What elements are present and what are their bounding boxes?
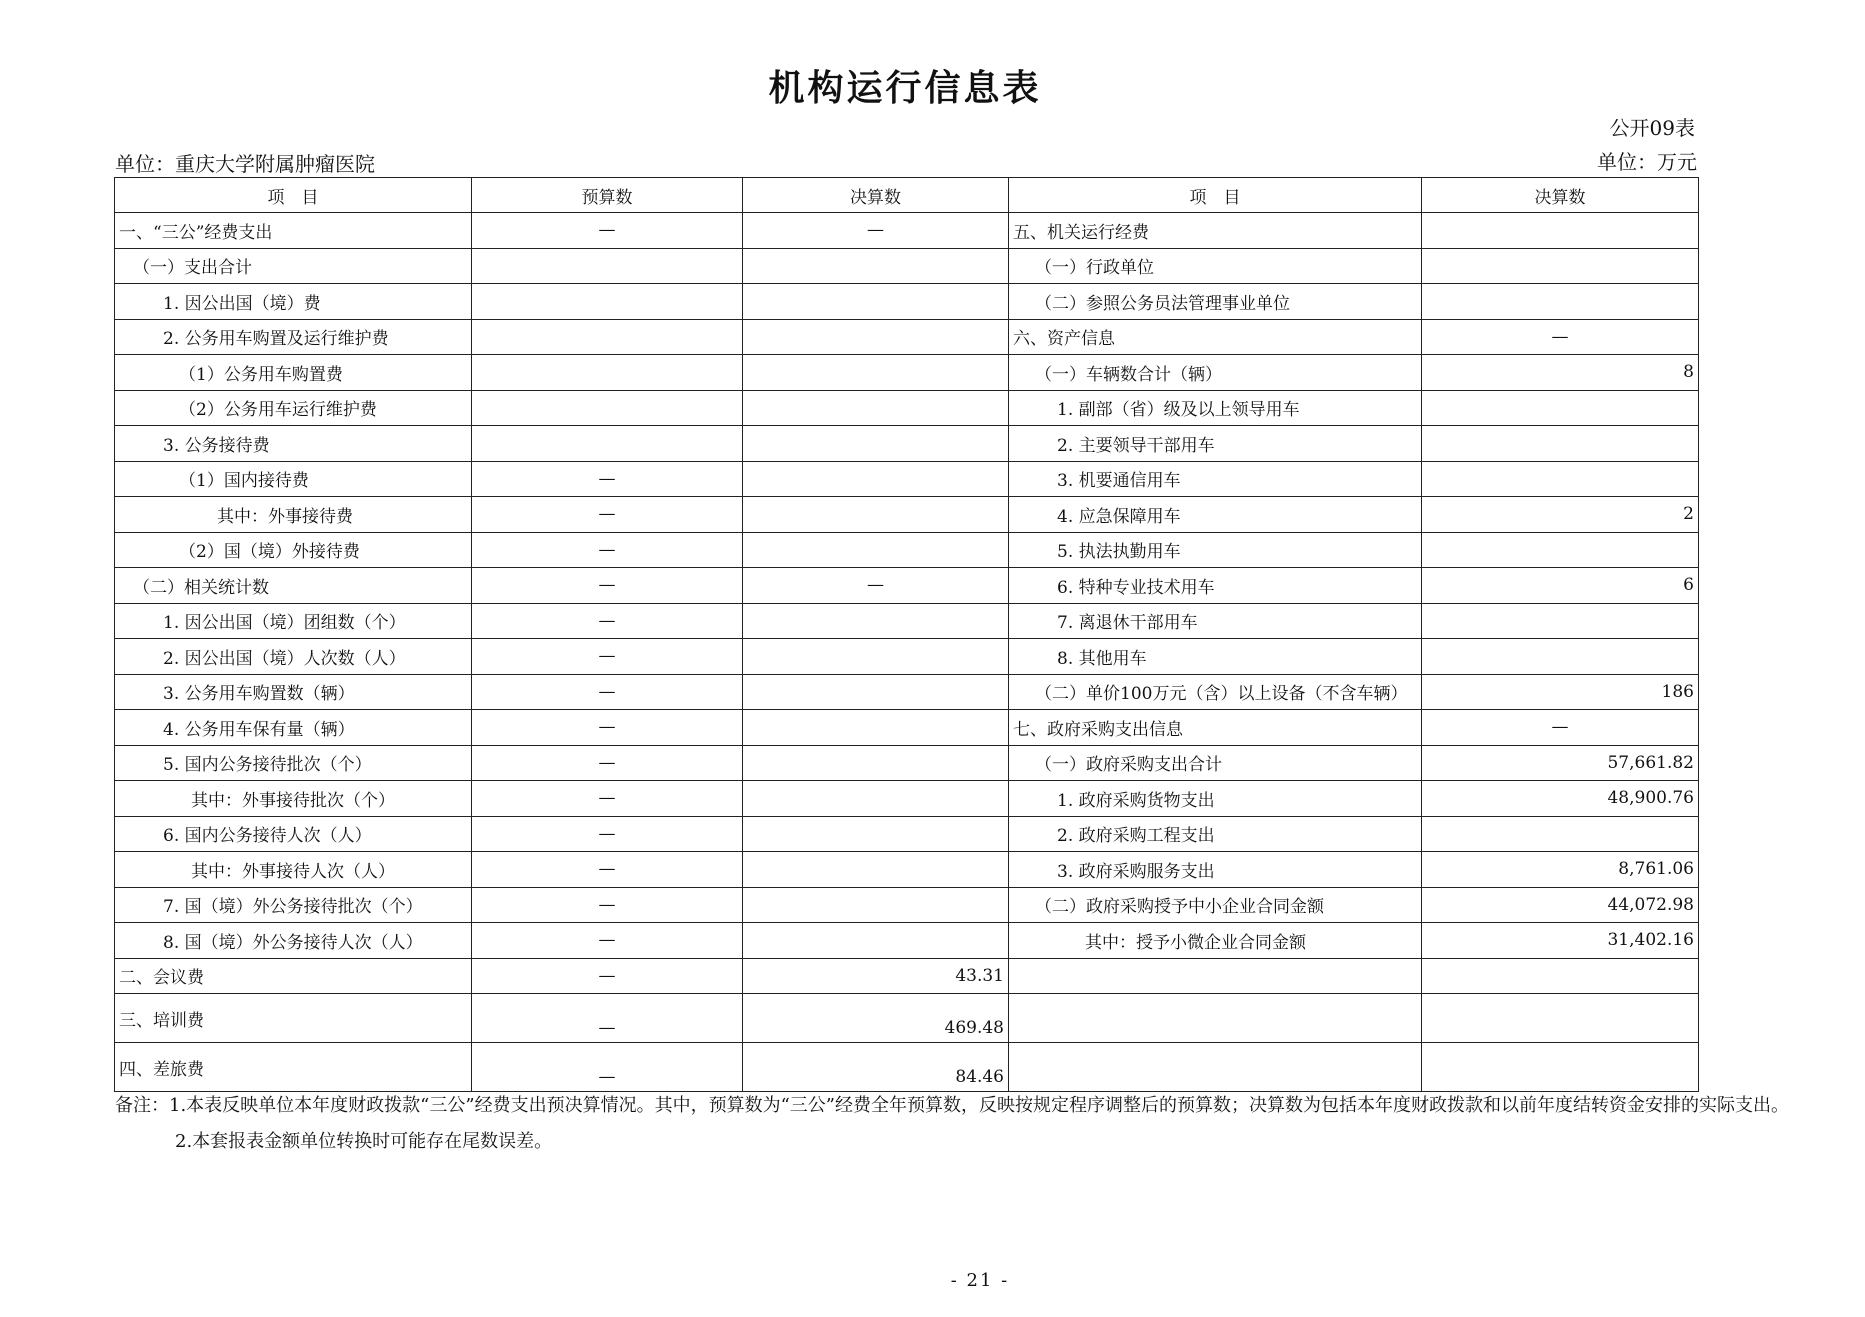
table-row (115, 426, 1699, 462)
right-item-label: 1. 副部（省）级及以上领导用车 (1009, 390, 1422, 426)
right-actual-value (1422, 532, 1699, 568)
table-row (115, 284, 1699, 320)
right-item-label: （一）车辆数合计（辆） (1009, 355, 1422, 391)
table-row (115, 781, 1699, 817)
left-actual-value: 469.48 (743, 994, 1009, 1043)
table-row (115, 639, 1699, 675)
left-actual-value (743, 390, 1009, 426)
left-actual-value (743, 745, 1009, 781)
right-actual-value (1422, 603, 1699, 639)
right-actual-value (1422, 994, 1699, 1043)
left-actual-value: 43.31 (743, 958, 1009, 994)
left-budget-value (472, 426, 743, 462)
right-actual-value (1422, 639, 1699, 675)
form-number: 公开09表 (1609, 116, 1695, 140)
left-actual-value (743, 923, 1009, 959)
left-budget-value: — (472, 923, 743, 959)
left-item-label: 6. 国内公务接待人次（人） (115, 816, 472, 852)
page-number: - 21 - (950, 1270, 1010, 1291)
right-actual-value: 6 (1422, 568, 1699, 604)
left-item-label: 1. 因公出国（境）团组数（个） (115, 603, 472, 639)
table-row (115, 994, 1699, 1043)
left-item-label: 2. 公务用车购置及运行维护费 (115, 319, 472, 355)
info-table (114, 177, 1699, 1092)
right-item-label: 2. 政府采购工程支出 (1009, 816, 1422, 852)
notes (115, 1088, 1835, 1160)
right-actual-value: — (1422, 319, 1699, 355)
table-body (115, 213, 1699, 1092)
left-actual-value (743, 319, 1009, 355)
table-row (115, 568, 1699, 604)
left-actual-value: — (743, 213, 1009, 249)
left-item-label: 三、培训费 (115, 994, 472, 1043)
right-item-label: 2. 主要领导干部用车 (1009, 426, 1422, 462)
right-actual-value (1422, 248, 1699, 284)
left-budget-value: — (472, 568, 743, 604)
left-actual-value (743, 497, 1009, 533)
right-item-label: 3. 政府采购服务支出 (1009, 852, 1422, 888)
left-actual-value: — (743, 568, 1009, 604)
header-item-left: 项 目 (115, 178, 472, 213)
left-item-label: 7. 国（境）外公务接待批次（个） (115, 887, 472, 923)
right-actual-value: 8,761.06 (1422, 852, 1699, 888)
right-actual-value (1422, 284, 1699, 320)
left-item-label: 3. 公务用车购置数（辆） (115, 674, 472, 710)
right-item-label: 其中：授予小微企业合同金额 (1009, 923, 1422, 959)
table-row (115, 213, 1699, 249)
right-actual-value (1422, 213, 1699, 249)
right-item-label (1009, 958, 1422, 994)
left-actual-value (743, 816, 1009, 852)
right-item-label: （一）政府采购支出合计 (1009, 745, 1422, 781)
left-item-label: 其中：外事接待批次（个） (115, 781, 472, 817)
header-budget: 预算数 (472, 178, 743, 213)
left-actual-value (743, 887, 1009, 923)
left-item-label: 其中：外事接待费 (115, 497, 472, 533)
left-budget-value: — (472, 710, 743, 746)
left-actual-value (743, 639, 1009, 675)
left-actual-value (743, 284, 1009, 320)
right-actual-value (1422, 1043, 1699, 1092)
left-item-label: 4. 公务用车保有量（辆） (115, 710, 472, 746)
right-actual-value (1422, 426, 1699, 462)
left-item-label: 1. 因公出国（境）费 (115, 284, 472, 320)
table-row (115, 887, 1699, 923)
unit-label: 单位：重庆大学附属肿瘤医院 (115, 152, 375, 176)
left-item-label: （2）国（境）外接待费 (115, 532, 472, 568)
left-item-label: 3. 公务接待费 (115, 426, 472, 462)
left-budget-value: — (472, 461, 743, 497)
left-budget-value: — (472, 497, 743, 533)
left-budget-value: — (472, 603, 743, 639)
right-item-label: 5. 执法执勤用车 (1009, 532, 1422, 568)
left-actual-value (743, 355, 1009, 391)
table-row (115, 603, 1699, 639)
left-actual-value (743, 710, 1009, 746)
left-item-label: 8. 国（境）外公务接待人次（人） (115, 923, 472, 959)
table-row (115, 1043, 1699, 1092)
header-actual-right: 决算数 (1422, 178, 1699, 213)
table-row (115, 532, 1699, 568)
left-actual-value (743, 852, 1009, 888)
right-actual-value: 2 (1422, 497, 1699, 533)
left-budget-value: — (472, 852, 743, 888)
left-budget-value: — (472, 213, 743, 249)
right-actual-value (1422, 958, 1699, 994)
header-item-right: 项 目 (1009, 178, 1422, 213)
right-item-label: （二）政府采购授予中小企业合同金额 (1009, 887, 1422, 923)
left-item-label: 二、会议费 (115, 958, 472, 994)
note-2: 2.本套报表金额单位转换时可能存在尾数误差。 (175, 1131, 553, 1152)
right-actual-value: 8 (1422, 355, 1699, 391)
left-budget-value (472, 319, 743, 355)
left-budget-value: — (472, 958, 743, 994)
right-item-label: 六、资产信息 (1009, 319, 1422, 355)
table-row (115, 958, 1699, 994)
table-row (115, 923, 1699, 959)
right-item-label: 6. 特种专业技术用车 (1009, 568, 1422, 604)
left-actual-value (743, 426, 1009, 462)
table-header-row (115, 178, 1699, 213)
left-actual-value (743, 781, 1009, 817)
left-item-label: （1）国内接待费 (115, 461, 472, 497)
right-item-label: 五、机关运行经费 (1009, 213, 1422, 249)
left-budget-value: — (472, 1043, 743, 1092)
table-row (115, 852, 1699, 888)
left-budget-value: — (472, 639, 743, 675)
table-row (115, 248, 1699, 284)
table-row (115, 497, 1699, 533)
left-actual-value (743, 248, 1009, 284)
currency-unit-label: 单位：万元 (1597, 150, 1697, 174)
right-actual-value (1422, 390, 1699, 426)
left-item-label: 2. 因公出国（境）人次数（人） (115, 639, 472, 675)
left-budget-value (472, 355, 743, 391)
table-row (115, 745, 1699, 781)
right-item-label: 4. 应急保障用车 (1009, 497, 1422, 533)
right-item-label: （二）单价100万元（含）以上设备（不含车辆） (1009, 674, 1422, 710)
table-row (115, 674, 1699, 710)
table-row (115, 816, 1699, 852)
right-item-label: （二）参照公务员法管理事业单位 (1009, 284, 1422, 320)
table-row (115, 319, 1699, 355)
left-budget-value: — (472, 781, 743, 817)
left-actual-value: 84.46 (743, 1043, 1009, 1092)
right-item-label: 7. 离退休干部用车 (1009, 603, 1422, 639)
left-actual-value (743, 674, 1009, 710)
left-budget-value: — (472, 994, 743, 1043)
right-actual-value (1422, 461, 1699, 497)
left-budget-value: — (472, 532, 743, 568)
left-item-label: （1）公务用车购置费 (115, 355, 472, 391)
right-item-label (1009, 1043, 1422, 1092)
left-item-label: 四、差旅费 (115, 1043, 472, 1092)
left-item-label: （二）相关统计数 (115, 568, 472, 604)
right-item-label: 七、政府采购支出信息 (1009, 710, 1422, 746)
left-budget-value (472, 248, 743, 284)
page-title: 机构运行信息表 (768, 68, 1042, 109)
left-item-label: 其中：外事接待人次（人） (115, 852, 472, 888)
right-actual-value: 57,661.82 (1422, 745, 1699, 781)
left-item-label: （2）公务用车运行维护费 (115, 390, 472, 426)
table-row (115, 461, 1699, 497)
left-item-label: 一、“三公”经费支出 (115, 213, 472, 249)
table-row (115, 390, 1699, 426)
right-item-label (1009, 994, 1422, 1043)
left-budget-value (472, 390, 743, 426)
right-item-label: （一）行政单位 (1009, 248, 1422, 284)
note-1: 备注：1.本表反映单位本年度财政拨款“三公”经费支出预决算情况。其中，预算数为“三公”经费全年预算数，反映按规定程序调整后的预算数；决算数为包括本年度财政拨款和以前年度结转资金安排的实际支出。 (115, 1095, 1789, 1116)
table-row (115, 355, 1699, 391)
left-actual-value (743, 603, 1009, 639)
left-budget-value: — (472, 674, 743, 710)
right-actual-value (1422, 816, 1699, 852)
left-budget-value: — (472, 745, 743, 781)
left-item-label: 5. 国内公务接待批次（个） (115, 745, 472, 781)
table-row (115, 710, 1699, 746)
right-item-label: 1. 政府采购货物支出 (1009, 781, 1422, 817)
right-item-label: 8. 其他用车 (1009, 639, 1422, 675)
right-actual-value: — (1422, 710, 1699, 746)
header-actual-left: 决算数 (743, 178, 1009, 213)
right-actual-value: 186 (1422, 674, 1699, 710)
left-budget-value: — (472, 816, 743, 852)
right-actual-value: 31,402.16 (1422, 923, 1699, 959)
right-item-label: 3. 机要通信用车 (1009, 461, 1422, 497)
left-actual-value (743, 461, 1009, 497)
left-budget-value: — (472, 887, 743, 923)
right-actual-value: 44,072.98 (1422, 887, 1699, 923)
left-budget-value (472, 284, 743, 320)
right-actual-value: 48,900.76 (1422, 781, 1699, 817)
left-actual-value (743, 532, 1009, 568)
left-item-label: （一）支出合计 (115, 248, 472, 284)
